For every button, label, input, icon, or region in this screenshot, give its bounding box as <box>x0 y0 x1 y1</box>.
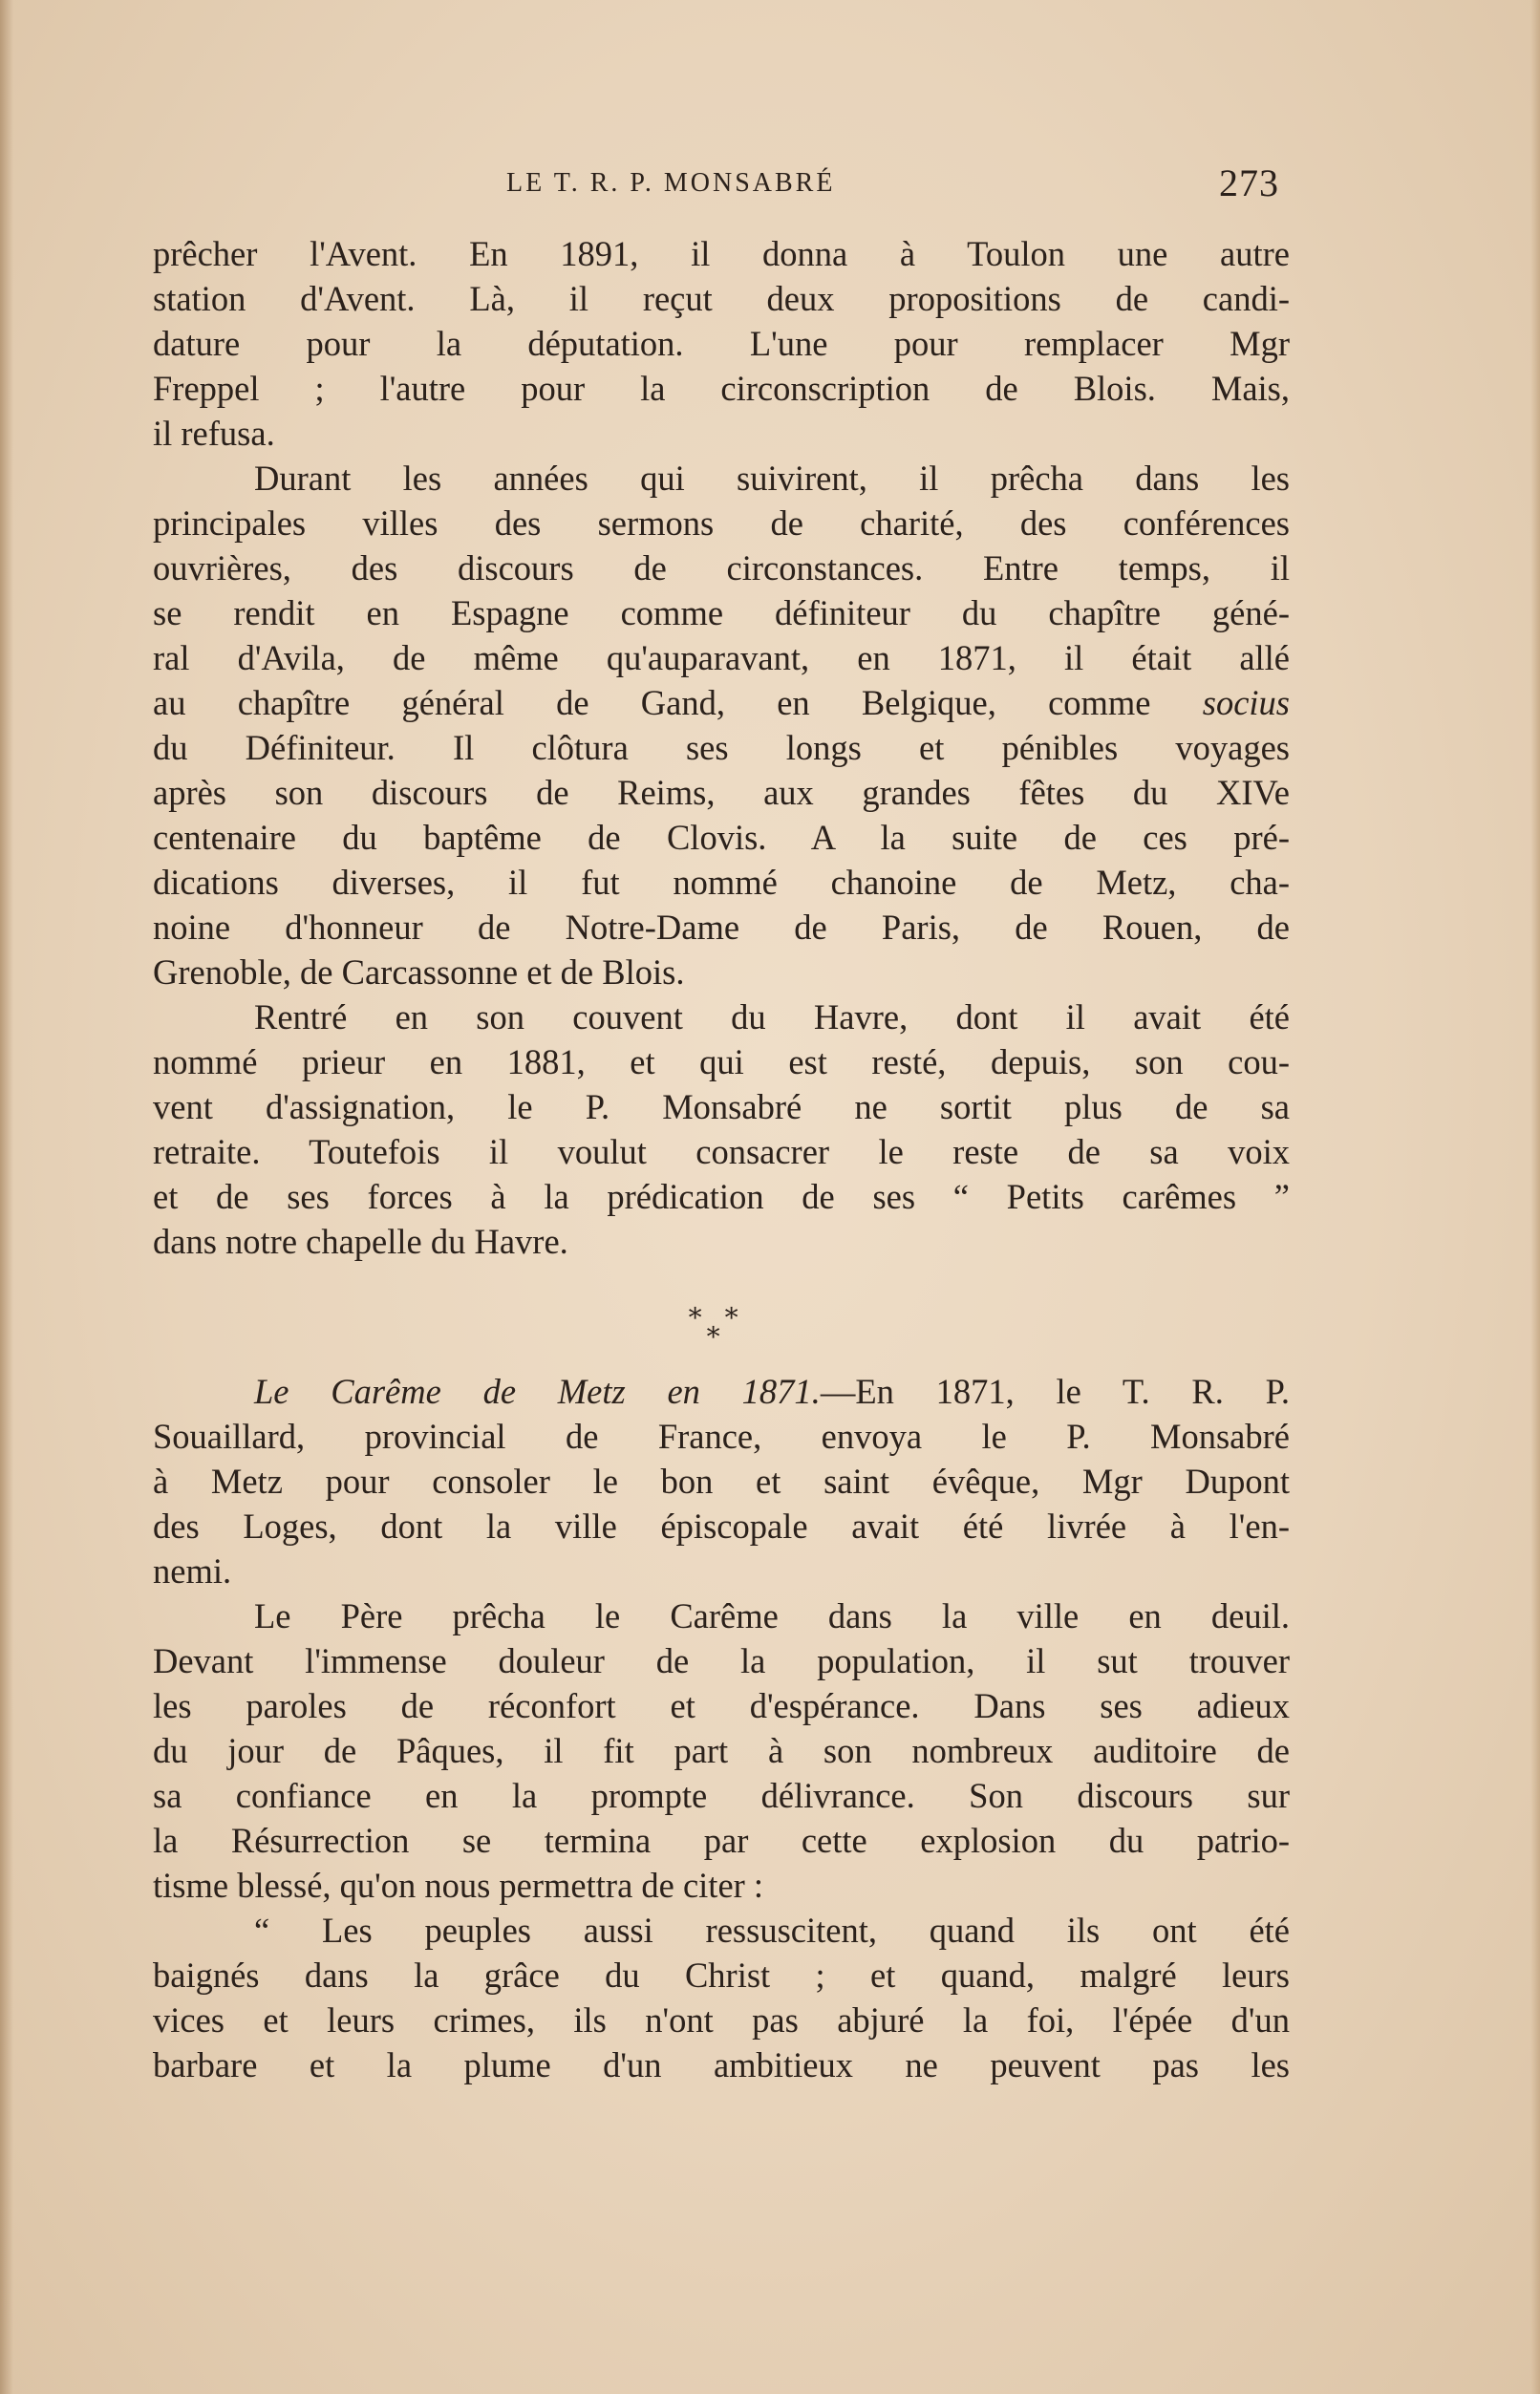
text-line: il refusa. <box>153 414 275 453</box>
text-line: sa confiance en la prompte délivrance. Son discours sur <box>153 1776 1290 1815</box>
text-line: ouvrières, des discours de circonstances. Entre temps, il <box>153 548 1290 588</box>
text-line: barbare et la plume d'un ambitieux ne peuvent pas les <box>153 2045 1290 2084</box>
text-line: tisme blessé, qu'on nous permettra de citer : <box>153 1866 764 1905</box>
paragraph-2 <box>153 456 1290 994</box>
text-line: Devant l'immense douleur de la population, il sut trouver <box>153 1641 1290 1680</box>
text-line: Souaillard, provincial de France, envoya le P. Monsabré <box>153 1417 1290 1456</box>
running-head: LE T. R. P. MONSABRÉ <box>506 168 836 198</box>
body-text <box>153 231 1290 2087</box>
paragraph-5-quote <box>153 1908 1290 2087</box>
page-header <box>153 160 1299 208</box>
section-metz <box>153 1369 1290 1593</box>
text-line: Grenoble, de Carcassonne et de Blois. <box>153 952 685 992</box>
text-line: du jour de Pâques, il fit part à son nombreux auditoire de <box>153 1731 1290 1770</box>
page-edge-right <box>1530 0 1540 2394</box>
asterisk-glyph: ∗ <box>686 1298 705 1328</box>
text-line: prêcher l'Avent. En 1891, il donna à Toulon une autre <box>153 234 1290 273</box>
text-line: Freppel ; l'autre pour la circonscription de Blois. Mais, <box>153 369 1290 408</box>
page-number: 273 <box>1219 161 1279 204</box>
italic-word: socius <box>1202 683 1290 722</box>
text-line: centenaire du baptême de Clovis. A la suite de ces pré- <box>153 818 1290 857</box>
paragraph-4 <box>153 1593 1290 1908</box>
text-line: vent d'assignation, le P. Monsabré ne sortit plus de sa <box>153 1087 1290 1126</box>
text-line: à Metz pour consoler le bon et saint évêque, Mgr Dupont <box>153 1462 1290 1501</box>
section-title-continuation: —En 1871, le T. R. P. <box>820 1372 1290 1411</box>
asterism-divider <box>153 1264 1290 1369</box>
page-edge-left <box>0 0 13 2394</box>
text-line: principales villes des sermons de charité, des conférences <box>153 503 1290 543</box>
paragraph-1 <box>153 231 1290 456</box>
text-line: Durant les années qui suivirent, il prêcha dans les <box>254 459 1290 498</box>
text-line: ral d'Avila, de même qu'auparavant, en 1871, il était allé <box>153 638 1290 677</box>
text-line: vices et leurs crimes, ils n'ont pas abjuré la foi, l'épée d'un <box>153 2000 1290 2040</box>
text-line: baignés dans la grâce du Christ ; et quand, malgré leurs <box>153 1956 1290 1995</box>
text-line: nommé prieur en 1881, et qui est resté, depuis, son cou- <box>153 1042 1290 1081</box>
text-line: Rentré en son couvent du Havre, dont il avait été <box>254 997 1290 1037</box>
text-line: nemi. <box>153 1551 232 1591</box>
text-line: se rendit en Espagne comme définiteur du chapître géné- <box>153 593 1290 632</box>
text-line: retraite. Toutefois il voulut consacrer le reste de sa voix <box>153 1132 1290 1171</box>
text-line: après son discours de Reims, aux grandes fêtes du XIVe <box>153 773 1290 812</box>
section-title-line <box>153 1369 1290 1414</box>
text-line: station d'Avent. Là, il reçut deux propositions de candi- <box>153 279 1290 318</box>
text-line: les paroles de réconfort et d'espérance. Dans ses adieux <box>153 1686 1290 1725</box>
text-line: dans notre chapelle du Havre. <box>153 1222 568 1261</box>
paragraph-3 <box>153 994 1290 1264</box>
text-line: noine d'honneur de Notre-Dame de Paris, de Rouen, de <box>153 908 1290 947</box>
asterisk-glyph: ∗ <box>704 1317 723 1347</box>
text-line-with-italic <box>153 680 1290 725</box>
text-line: et de ses forces à la prédication de ses “ Petits carêmes ” <box>153 1177 1290 1216</box>
section-title: Le Carême de Metz en 1871. <box>254 1372 821 1411</box>
text-line: du Définiteur. Il clôtura ses longs et pénibles voyages <box>153 728 1290 767</box>
text-line: Le Père prêcha le Carême dans la ville en deuil. <box>254 1596 1290 1635</box>
text-line: dature pour la députation. L'une pour remplacer Mgr <box>153 324 1290 363</box>
text-line: dications diverses, il fut nommé chanoine de Metz, cha- <box>153 863 1290 902</box>
text-line-start: au chapître général de Gand, en Belgique, comme <box>153 683 1151 722</box>
text-line: des Loges, dont la ville épiscopale avait été livrée à l'en- <box>153 1507 1290 1546</box>
text-line: la Résurrection se termina par cette explosion du patrio- <box>153 1821 1290 1860</box>
text-line: “ Les peuples aussi ressuscitent, quand ils ont été <box>254 1911 1290 1950</box>
asterisk-glyph: ∗ <box>722 1298 741 1328</box>
